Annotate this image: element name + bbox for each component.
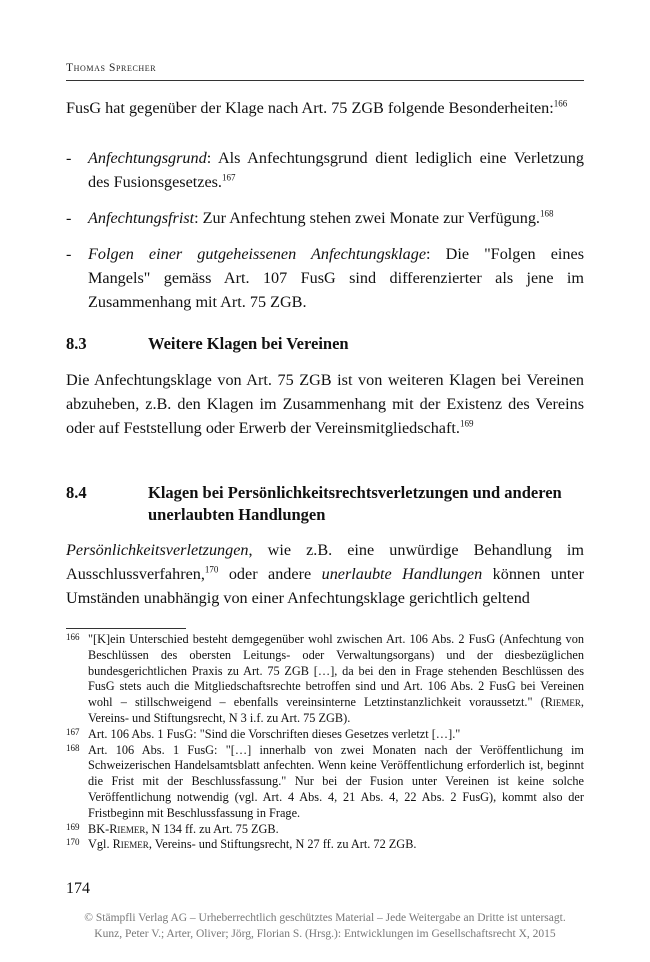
section-heading-8-4: 8.4 Klagen bei Persönlichkeitsrechtsverletzungen und anderen unerlaubten Handlungen bbox=[66, 483, 562, 524]
section-8-4-paragraph: Persönlichkeitsverletzungen, wie z.B. eine unwürdige Behandlung im Ausschlussverfahren,$^{170}$ oder andere unerlaubte Handlungen können unter Umständen unabhängig von einer Anfechtungsklage gerichtlich geltend bbox=[66, 541, 584, 607]
list-item: - Folgen einer gutgeheissenen Anfechtungsklage: Die "Folgen eines Mangels" gemäss Art. 107 FusG sind differenzierter als jene im Zusammenhang mit Art. 75 ZGB. bbox=[66, 245, 584, 311]
copyright-line-2: Kunz, Peter V.; Arter, Oliver; Jörg, Florian S. (Hrsg.): Entwicklungen im Gesellschaftsrecht X, 2015 bbox=[94, 928, 556, 940]
footnote-ref: 166 bbox=[553, 98, 568, 109]
footnote: 169 BK-Riemer, N 134 ff. zu Art. 75 ZGB. bbox=[66, 821, 279, 836]
running-header: Thomas Sprecher bbox=[66, 62, 157, 74]
footnote: 168 Art. 106 Abs. 1 FusG: "[…] innerhalb von zwei Monaten nach der Veröffentlichung im Schweizerischen Handelsamtsblatt anfechten. Wenn keine Veröffentlichung erforderlich ist, beginnt die Frist mit der Beschlussfassung." Nur bei der Fusion unter Vereinen ist keine solche Veröffentlichung notwendig (vgl. Art. 4 Abs. 4, 21 Abs. 4, 22 Abs. 2 FusG), kommt also der Fristbeginn mit Beschlussfassung in Frage. bbox=[66, 742, 584, 820]
list-item: - Anfechtungsfrist: Zur Anfechtung stehen zwei Monate zur Verfügung.$^{168}$ bbox=[66, 208, 554, 227]
feature-list bbox=[66, 146, 584, 326]
section-8-3-paragraph: Die Anfechtungsklage von Art. 75 ZGB ist von weiteren Klagen bei Vereinen abzuheben, z.B. den Klagen im Zusammenhang mit der Existenz des Vereins oder auf Feststellung oder Erwerb der Vereinsmitgliedschaft.$^{169}$ bbox=[66, 371, 584, 437]
page-number: 174 bbox=[66, 880, 90, 897]
footnote: 167 Art. 106 Abs. 1 FusG: "Sind die Vorschriften dieses Gesetzes verletzt […]." bbox=[66, 726, 461, 741]
footnote: 170 Vgl. Riemer, Vereins- und Stiftungsrecht, N 27 ff. zu Art. 72 ZGB. bbox=[66, 837, 417, 852]
footnote-separator bbox=[66, 628, 186, 629]
copyright-notice bbox=[0, 910, 650, 942]
copyright-line-1: © Stämpfli Verlag AG – Urheberrechtlich geschütztes Material – Jede Weitergabe an Dritte ist untersagt. bbox=[84, 912, 566, 924]
footnotes bbox=[66, 632, 584, 853]
intro-paragraph: FusG hat gegenüber der Klage nach Art. 75 ZGB folgende Besonderheiten:$^{166}$ bbox=[66, 98, 568, 117]
footnote: 166 "[K]ein Unterschied besteht demgegenüber wohl zwischen Art. 106 Abs. 2 FusG (Anfechtung von Beschlüssen des obersten Leitungs- oder Verwaltungsorgans) und der diesbezüglichen bundesgerichtlichen Praxis zu Art. 75 ZGB […], da bei den in Frage stehenden Beschlüssen des FusG stets auch die Mitgliedschaftsrechte betroffen sind und Art. 106 Abs. 2 FusG bei Vereinen wohl – stillschweigend – ebenfalls vereinsinterne Letztinstanzlichkeit voraussetzt." (Riemer, Vereins- und Stiftungsrecht, N 3 i.f. zu Art. 75 ZGB). bbox=[66, 632, 584, 725]
header-rule bbox=[66, 80, 584, 81]
section-heading-8-3: 8.3 Weitere Klagen bei Vereinen bbox=[66, 334, 349, 353]
list-item: - Anfechtungsgrund: Als Anfechtungsgrund dient lediglich eine Verletzung des Fusionsgesetzes.$^{167}$ bbox=[66, 149, 584, 191]
